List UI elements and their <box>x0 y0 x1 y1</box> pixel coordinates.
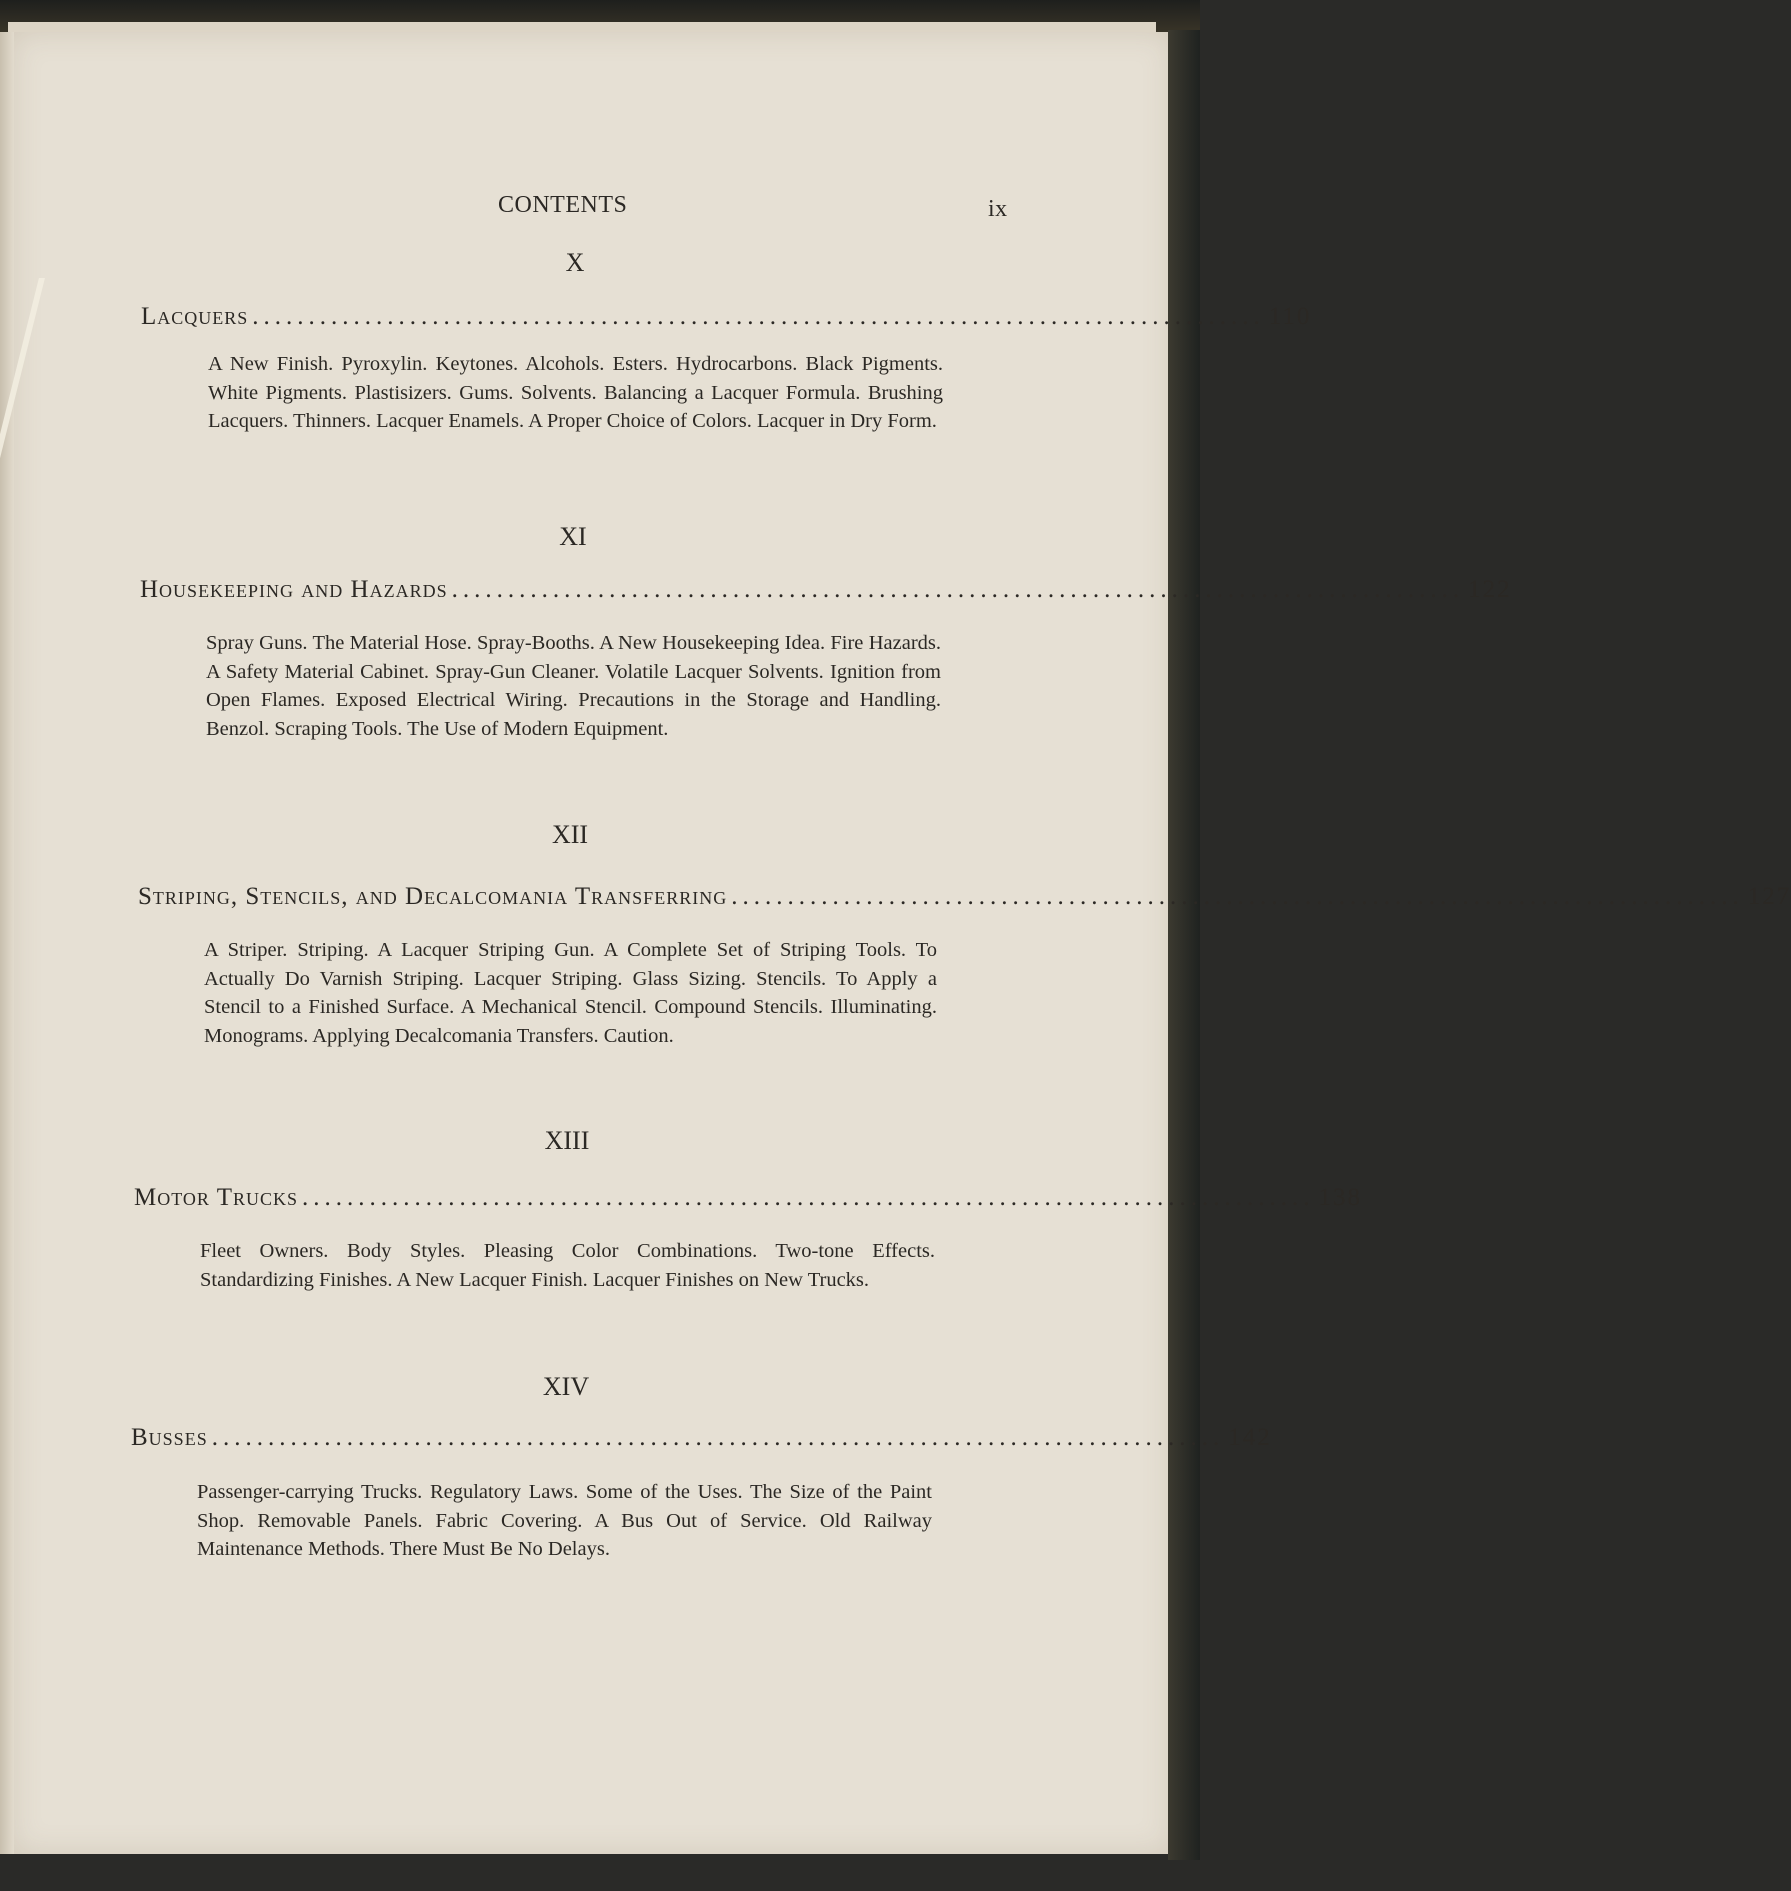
toc-entry[interactable] <box>131 1424 1272 1452</box>
chapter-description: Passenger-carrying Trucks. Regulatory Laws. Some of the Uses. The Size of the Paint Shop. Removable Panels. Fabric Covering. A Bus Out of Service. Old Railway Maintenance Methods. There Must Be No Delays. <box>197 1481 932 1560</box>
chapter-description: Fleet Owners. Body Styles. Pleasing Color Combinations. Two-tone Effects. Standardizing Finishes. A New Lacquer Finish. Lacquer Finishes on New Trucks. <box>200 1240 935 1291</box>
leader-dots: .......................................................................................... <box>731 883 1744 910</box>
toc-entry[interactable] <box>134 1184 1362 1212</box>
page-gutter <box>0 32 14 1854</box>
chapter-numeral: X <box>565 248 585 277</box>
leader-dots: .......................................................................................... <box>302 1184 1315 1211</box>
chapter-title: Lacquers <box>141 303 249 330</box>
page-number: 122 <box>1468 576 1512 603</box>
chapter-numeral: XII <box>551 820 589 849</box>
chapter-numeral: XIII <box>544 1126 590 1155</box>
chapter-description: A New Finish. Pyroxylin. Keytones. Alcohols. Esters. Hydrocarbons. Black Pigments. White Pigments. Plastisizers. Gums. Solvents. Balancing a Lacquer Formula. Brushing Lacquers. Thinners. Lacquer Enamels. A Proper Choice of Colors. Lacquer in Dry Form. <box>208 353 943 432</box>
toc-entry[interactable] <box>140 576 1512 604</box>
chapter-title: Motor Trucks <box>134 1184 298 1211</box>
page-number: 127 <box>1747 883 1791 910</box>
toc-entry[interactable] <box>138 883 1791 911</box>
chapter-numeral: XIV <box>542 1372 590 1401</box>
leader-dots: .......................................................................................... <box>252 303 1265 330</box>
running-head-title: CONTENTS <box>498 192 628 218</box>
running-head-page-number: ix <box>988 196 1008 222</box>
chapter-description: Spray Guns. The Material Hose. Spray-Booths. A New Housekeeping Idea. Fire Hazards. A Safety Material Cabinet. Spray-Gun Cleaner. Volatile Lacquer Solvents. Ignition from Open Flames. Exposed Electrical Wiring. Precautions in the Storage and Handling. Benzol. Scraping Tools. The Use of Modern Equipment. <box>206 632 941 740</box>
chapter-title: Busses <box>131 1424 208 1451</box>
page-number: 110 <box>1268 303 1312 330</box>
chapter-description: A Striper. Striping. A Lacquer Striping Gun. A Complete Set of Striping Tools. To Actually Do Varnish Striping. Lacquer Striping. Glass Sizing. Stencils. To Apply a Stencil to a Finished Surface. A Mechanical Stencil. Compound Stencils. Illuminating. Monograms. Applying Decalcomania Transfers. Caution. <box>204 939 937 1047</box>
leader-dots: .......................................................................................... <box>451 576 1465 603</box>
chapter-title: Housekeeping and Hazards <box>140 576 448 603</box>
leader-dots: .......................................................................................... <box>211 1424 1225 1451</box>
chapter-title: Striping, Stencils, and Decalcomania Transferring <box>138 883 728 910</box>
toc-entry[interactable] <box>141 303 1312 331</box>
page-number: 138 <box>1318 1184 1362 1211</box>
chapter-numeral: XI <box>559 522 587 551</box>
page-number: 142 <box>1228 1424 1272 1451</box>
